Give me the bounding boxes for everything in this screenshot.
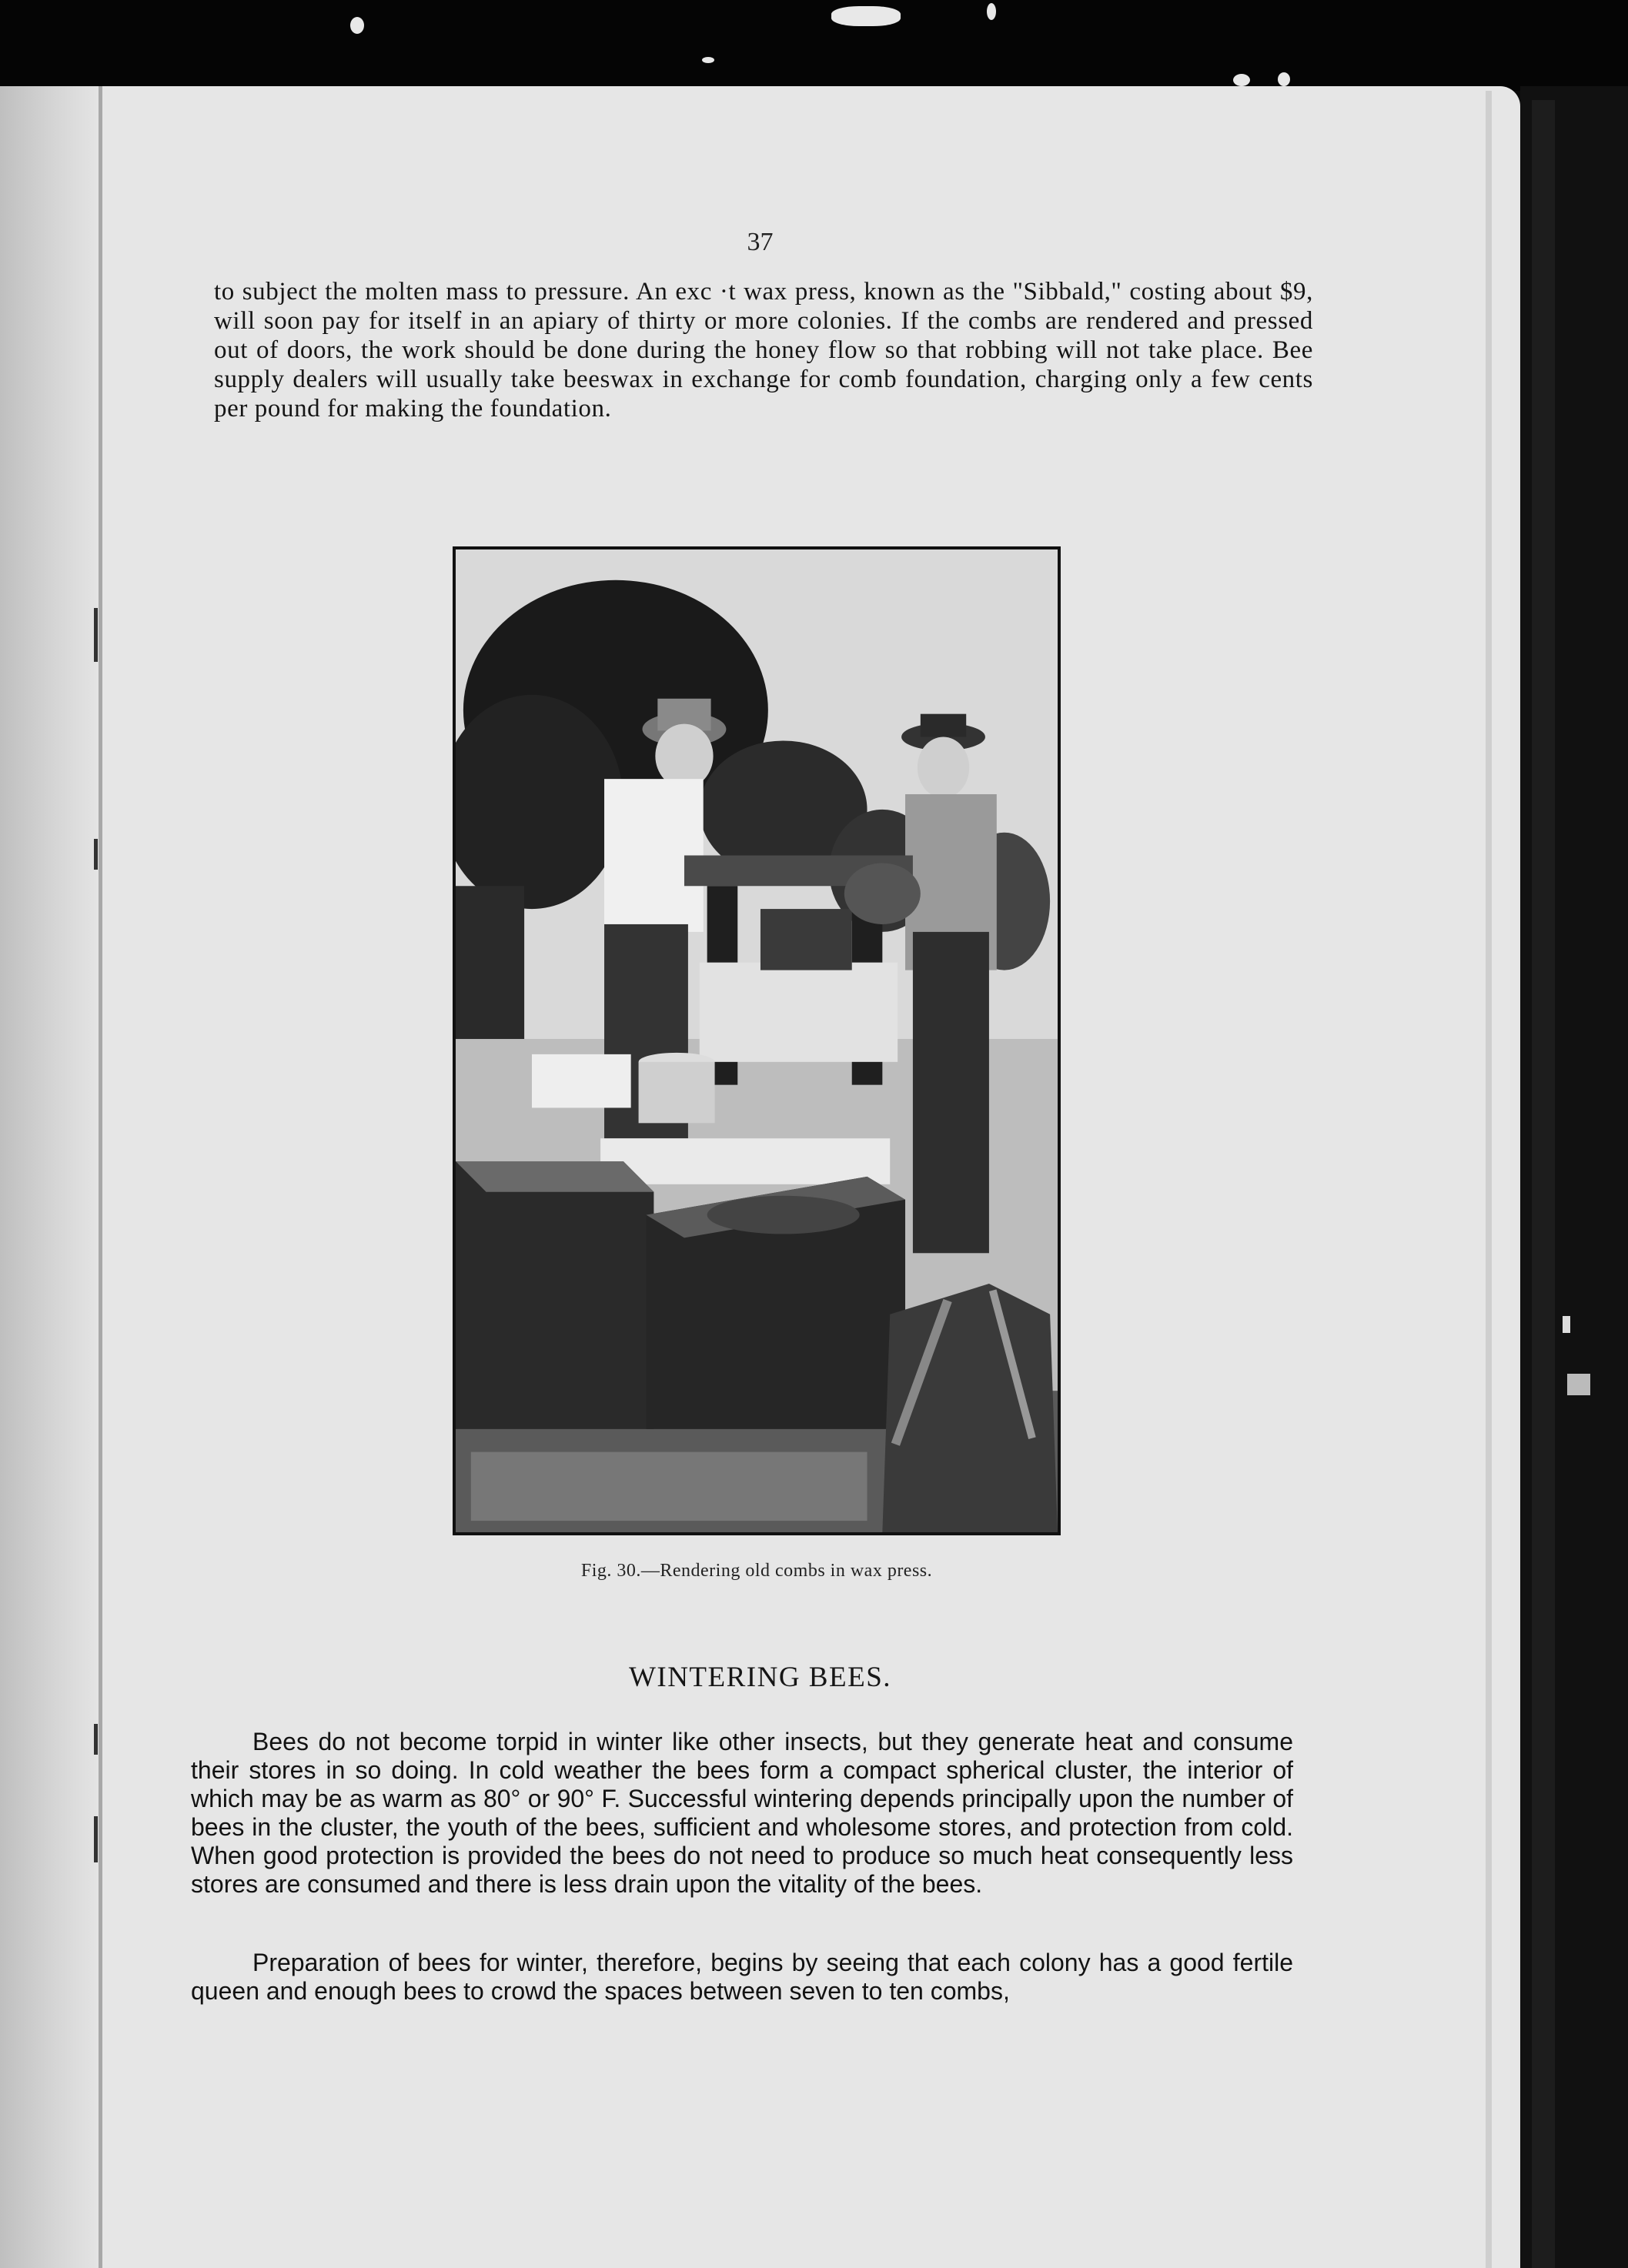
wax-press-photo (456, 549, 1058, 1532)
page-gutter-shadow (0, 86, 104, 2268)
body-paragraph: Bees do not become torpid in winter like other insects, but they generate heat and consume their stores in so doing. In cold weather the bees form a compact spherical cluster, the interior of which may be as warm as 80° or 90° F. Successful wintering depends principally upon the number of bees in the cluster, the youth of the bees, sufficient and wholesome stores, and protection from cold. When good protection is provided the bees do not need to produce so much heat consequently less stores are consumed and there is less drain upon the vitality of the bees. (191, 1728, 1293, 1898)
scan-speck (1233, 74, 1250, 86)
binding-mark (1563, 1316, 1570, 1333)
scan-speck (831, 6, 901, 26)
scan-speck (702, 57, 714, 63)
binding-mark (94, 839, 98, 870)
page-number: 37 (747, 228, 774, 256)
scan-speck (987, 3, 996, 20)
page-gutter-line (99, 86, 102, 2268)
page-right-edge (1486, 91, 1492, 2268)
figure-caption: Fig. 30.—Rendering old combs in wax press. (580, 1561, 933, 1581)
section-heading: WINTERING BEES. (628, 1662, 892, 1693)
scan-speck (350, 17, 364, 34)
continuation-paragraph: to subject the molten mass to pressure. An exc ·t wax press, known as the "Sibbald," costing about $9, will soon pay for itself in an apiary of thirty or more colonies. If the combs are rendered and pressed out of doors, the work should be done during the honey flow so that robbing will not take place. Bee supply dealers will usually take beeswax in exchange for comb foundation, charging only a few cents per pound for making the foundation. (214, 278, 1313, 423)
figure-photo-wax-press (453, 546, 1061, 1535)
binding-mark (94, 1816, 98, 1862)
binding-mark (94, 608, 98, 662)
book-cover-band (1532, 100, 1555, 2268)
scan-top-border (0, 0, 1628, 91)
binding-mark (1567, 1374, 1590, 1395)
body-paragraph: Preparation of bees for winter, therefore, begins by seeing that each colony has a good fertile queen and enough bees to crowd the spaces between seven to ten combs, (191, 1949, 1293, 2005)
binding-mark (94, 1724, 98, 1755)
scan-speck (1278, 72, 1290, 86)
